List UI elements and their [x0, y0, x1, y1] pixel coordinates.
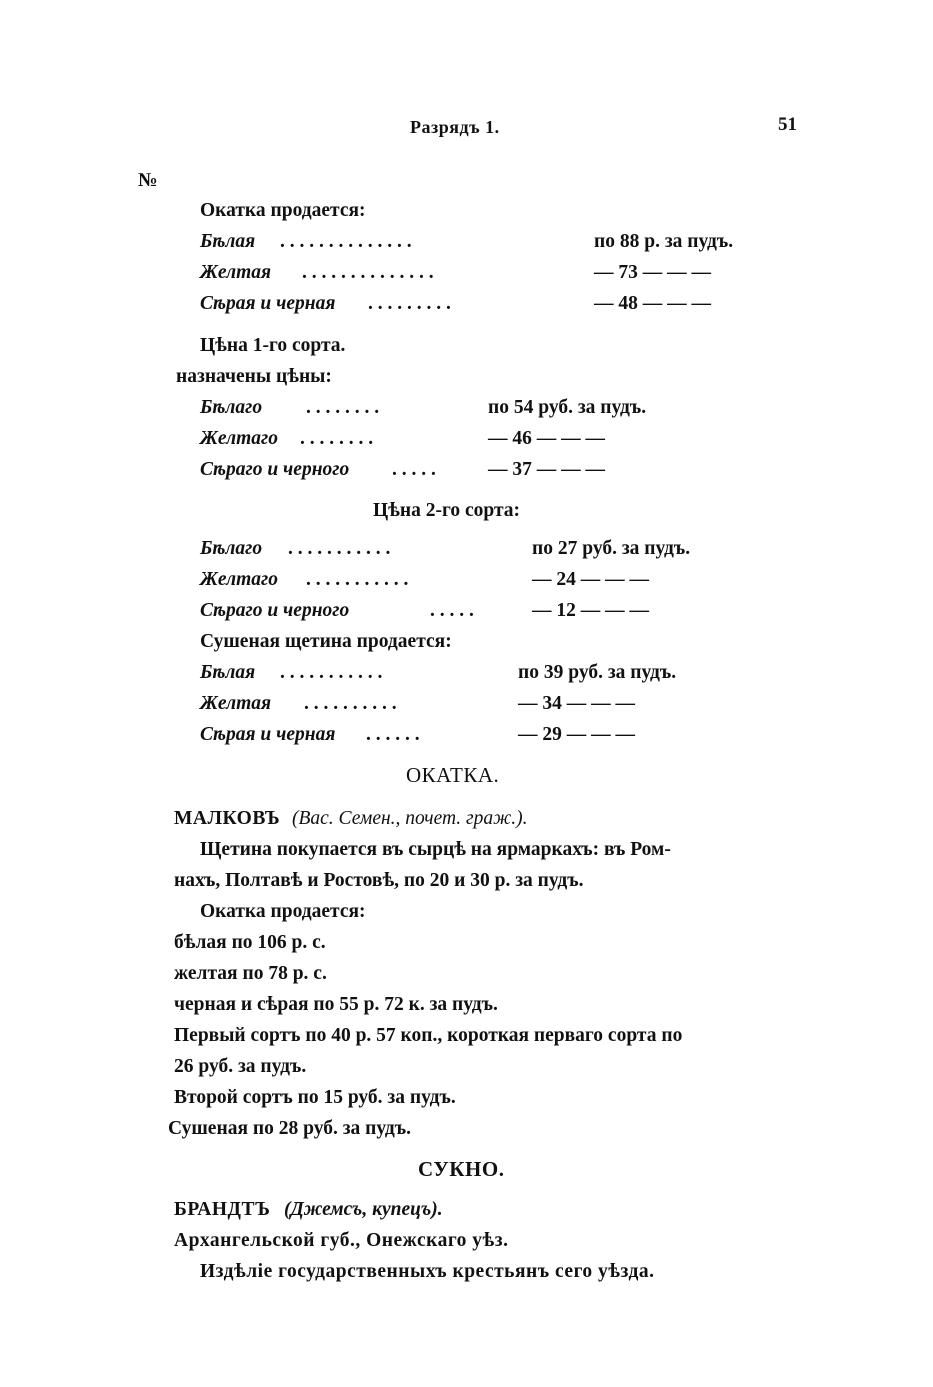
- text-line: Сушеная по 28 руб. за пудъ.: [168, 1118, 412, 1139]
- row-label: Сѣраго и черного: [200, 600, 350, 621]
- row-price: по 27 руб. за пудъ.: [532, 538, 691, 559]
- text-line: Второй сортъ по 15 руб. за пудъ.: [174, 1087, 456, 1108]
- row-label: Сѣрая и черная: [200, 724, 336, 745]
- leader-dots: . . . . . . . . . .: [304, 693, 397, 714]
- merchant-note: (Джемсъ, купецъ).: [284, 1199, 443, 1220]
- row-label: Сѣрая и черная: [200, 293, 336, 314]
- grade2-title: Цѣна 2-го сорта:: [373, 500, 521, 521]
- leader-dots: . . . . . . . . . . .: [280, 662, 383, 683]
- leader-dots: . . . . . . . . .: [368, 293, 451, 314]
- merchant-name: МАЛКОВЪ: [174, 808, 281, 829]
- row-label: Бѣлаго: [200, 397, 263, 418]
- leader-dots: . . . . . . . .: [300, 428, 374, 449]
- text-line: Издѣліе государственныхъ крестьянъ сего уѣзда.: [200, 1261, 655, 1282]
- leader-dots: . . . . . . . .: [306, 397, 380, 418]
- region-line: Архангельской губ., Онежскаго уѣз.: [174, 1230, 509, 1251]
- sukno-heading: СУКНО.: [418, 1157, 505, 1181]
- leader-dots: . . . . . . . . . . . . . .: [280, 231, 412, 252]
- text-line: Окатка продается:: [200, 901, 366, 922]
- text-line: нахъ, Полтавѣ и Ростовѣ, по 20 и 30 р. за пудъ.: [174, 870, 584, 891]
- row-price: — 73 — — —: [594, 262, 711, 283]
- text-line: черная и сѣрая по 55 р. 72 к. за пудъ.: [174, 994, 498, 1015]
- row-price: по 39 руб. за пудъ.: [518, 662, 677, 683]
- text-line: желтая по 78 р. с.: [174, 963, 327, 984]
- row-label: Бѣлаго: [200, 538, 263, 559]
- leader-dots: . . . . . . . . . . .: [288, 538, 391, 559]
- running-header: Разрядъ 1.: [410, 117, 500, 137]
- text-line: бѣлая по 106 р. с.: [174, 932, 326, 953]
- leader-dots: . . . . . . . . . . . . . .: [302, 262, 434, 283]
- leader-dots: . . . . . . . . . . .: [306, 569, 409, 590]
- row-price: — 48 — — —: [594, 293, 711, 314]
- grade1-title: Цѣна 1-го сорта.: [200, 335, 346, 356]
- text-line: Щетина покупается въ сырцѣ на ярмаркахъ: въ Ром-: [200, 839, 671, 860]
- okatka-heading: ОКАТКА.: [406, 763, 500, 787]
- leader-dots: . . . . .: [430, 600, 474, 621]
- row-price: — 37 — — —: [488, 459, 605, 480]
- number-sign: №: [138, 170, 158, 191]
- row-label: Сѣраго и черного: [200, 459, 350, 480]
- row-price: — 29 — — —: [518, 724, 635, 745]
- row-label: Желтая: [200, 693, 272, 714]
- assigned-prices: назначены цѣны:: [176, 366, 332, 387]
- page-number: 51: [778, 114, 797, 135]
- row-price: — 24 — — —: [532, 569, 649, 590]
- row-price: по 54 руб. за пудъ.: [488, 397, 647, 418]
- row-price: по 88 р. за пудъ.: [594, 231, 734, 252]
- dried-title: Сушеная щетина продается:: [200, 631, 452, 652]
- leader-dots: . . . . .: [392, 459, 436, 480]
- row-label: Желтаго: [200, 428, 278, 449]
- block1-title: Окатка продается:: [200, 200, 366, 221]
- row-label: Желтая: [200, 262, 272, 283]
- text-line: Первый сортъ по 40 р. 57 коп., короткая перваго сорта по: [174, 1025, 683, 1046]
- merchant-name: БРАНДТЪ: [174, 1199, 271, 1220]
- row-price: — 34 — — —: [518, 693, 635, 714]
- text-line: 26 руб. за пудъ.: [174, 1056, 307, 1077]
- row-label: Бѣлая: [200, 662, 256, 683]
- merchant-note: (Вас. Семен., почет. граж.).: [292, 808, 528, 829]
- leader-dots: . . . . . .: [366, 724, 420, 745]
- row-label: Желтаго: [200, 569, 278, 590]
- row-price: — 46 — — —: [488, 428, 605, 449]
- row-label: Бѣлая: [200, 231, 256, 252]
- row-price: — 12 — — —: [532, 600, 649, 621]
